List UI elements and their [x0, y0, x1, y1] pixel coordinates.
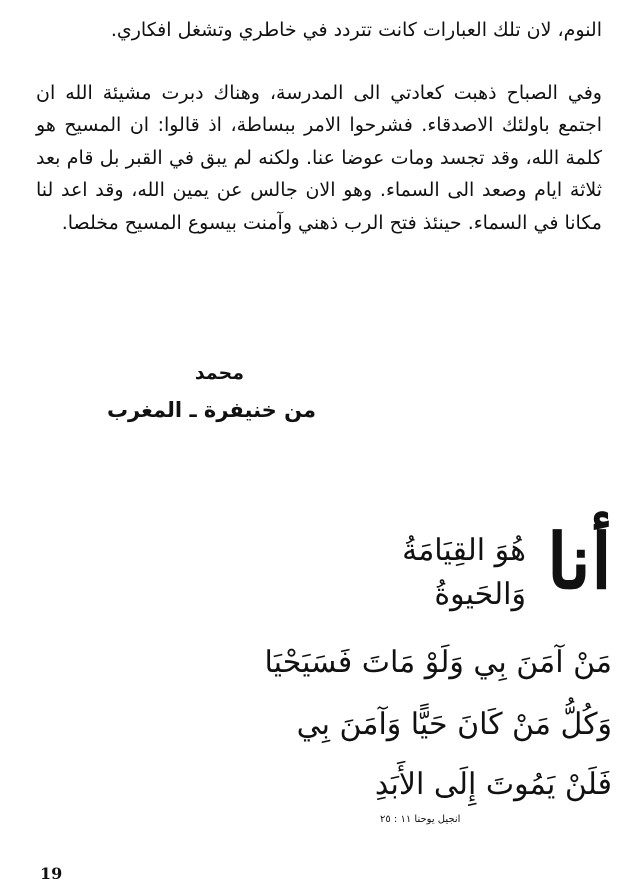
verse-ana: أنا [546, 517, 612, 606]
verse-line-1: هُوَ القِيَامَةُ [402, 533, 526, 568]
verse-line-5: فَلَنْ يَمُوتَ إِلَى الأَبَدِ [374, 767, 612, 802]
paragraph-2: وفي الصباح ذهبت كعادتي الى المدرسة، وهناك دبرت مشيئة الله ان اجتمع باولئك الاصدقاء. فشرحوا الامر ببساطة، اذ قالوا: ان المسيح هو كلمة الله، وقد تجسد ومات عوضا عنا. ولكنه لم يبق في القبر بل قام بعد ثلاثة ايام وصعد الى السماء. وهو الان جالس عن يمين الله، وقد اعد لنا مكانا في السماء. حينئذ فتح الرب ذهني وآمنت بيسوع المسيح مخلصا. [36, 81, 602, 234]
verse-line-4: وَكُلُّ مَنْ كَانَ حَيًّا وَآمَنَ بِي [296, 707, 612, 742]
verse-line-3: مَنْ آمَنَ بِي وَلَوْ مَاتَ فَسَيَحْيَا [264, 645, 612, 680]
article-text [36, 14, 602, 239]
paragraph-1: النوم، لان تلك العبارات كانت تتردد في خاطري وتشغل افكاري. [110, 19, 602, 41]
page-number: 19 [40, 864, 63, 883]
signature-place: من خنيفرة ـ المغرب [106, 398, 316, 422]
verse-reference: انجيل يوحنا ١١ : ٢٥ [380, 814, 461, 825]
verse-line-2: وَالحَيوةُ [434, 577, 526, 612]
signature-name: محمد [194, 362, 244, 384]
verse-calligraphy [264, 517, 612, 834]
